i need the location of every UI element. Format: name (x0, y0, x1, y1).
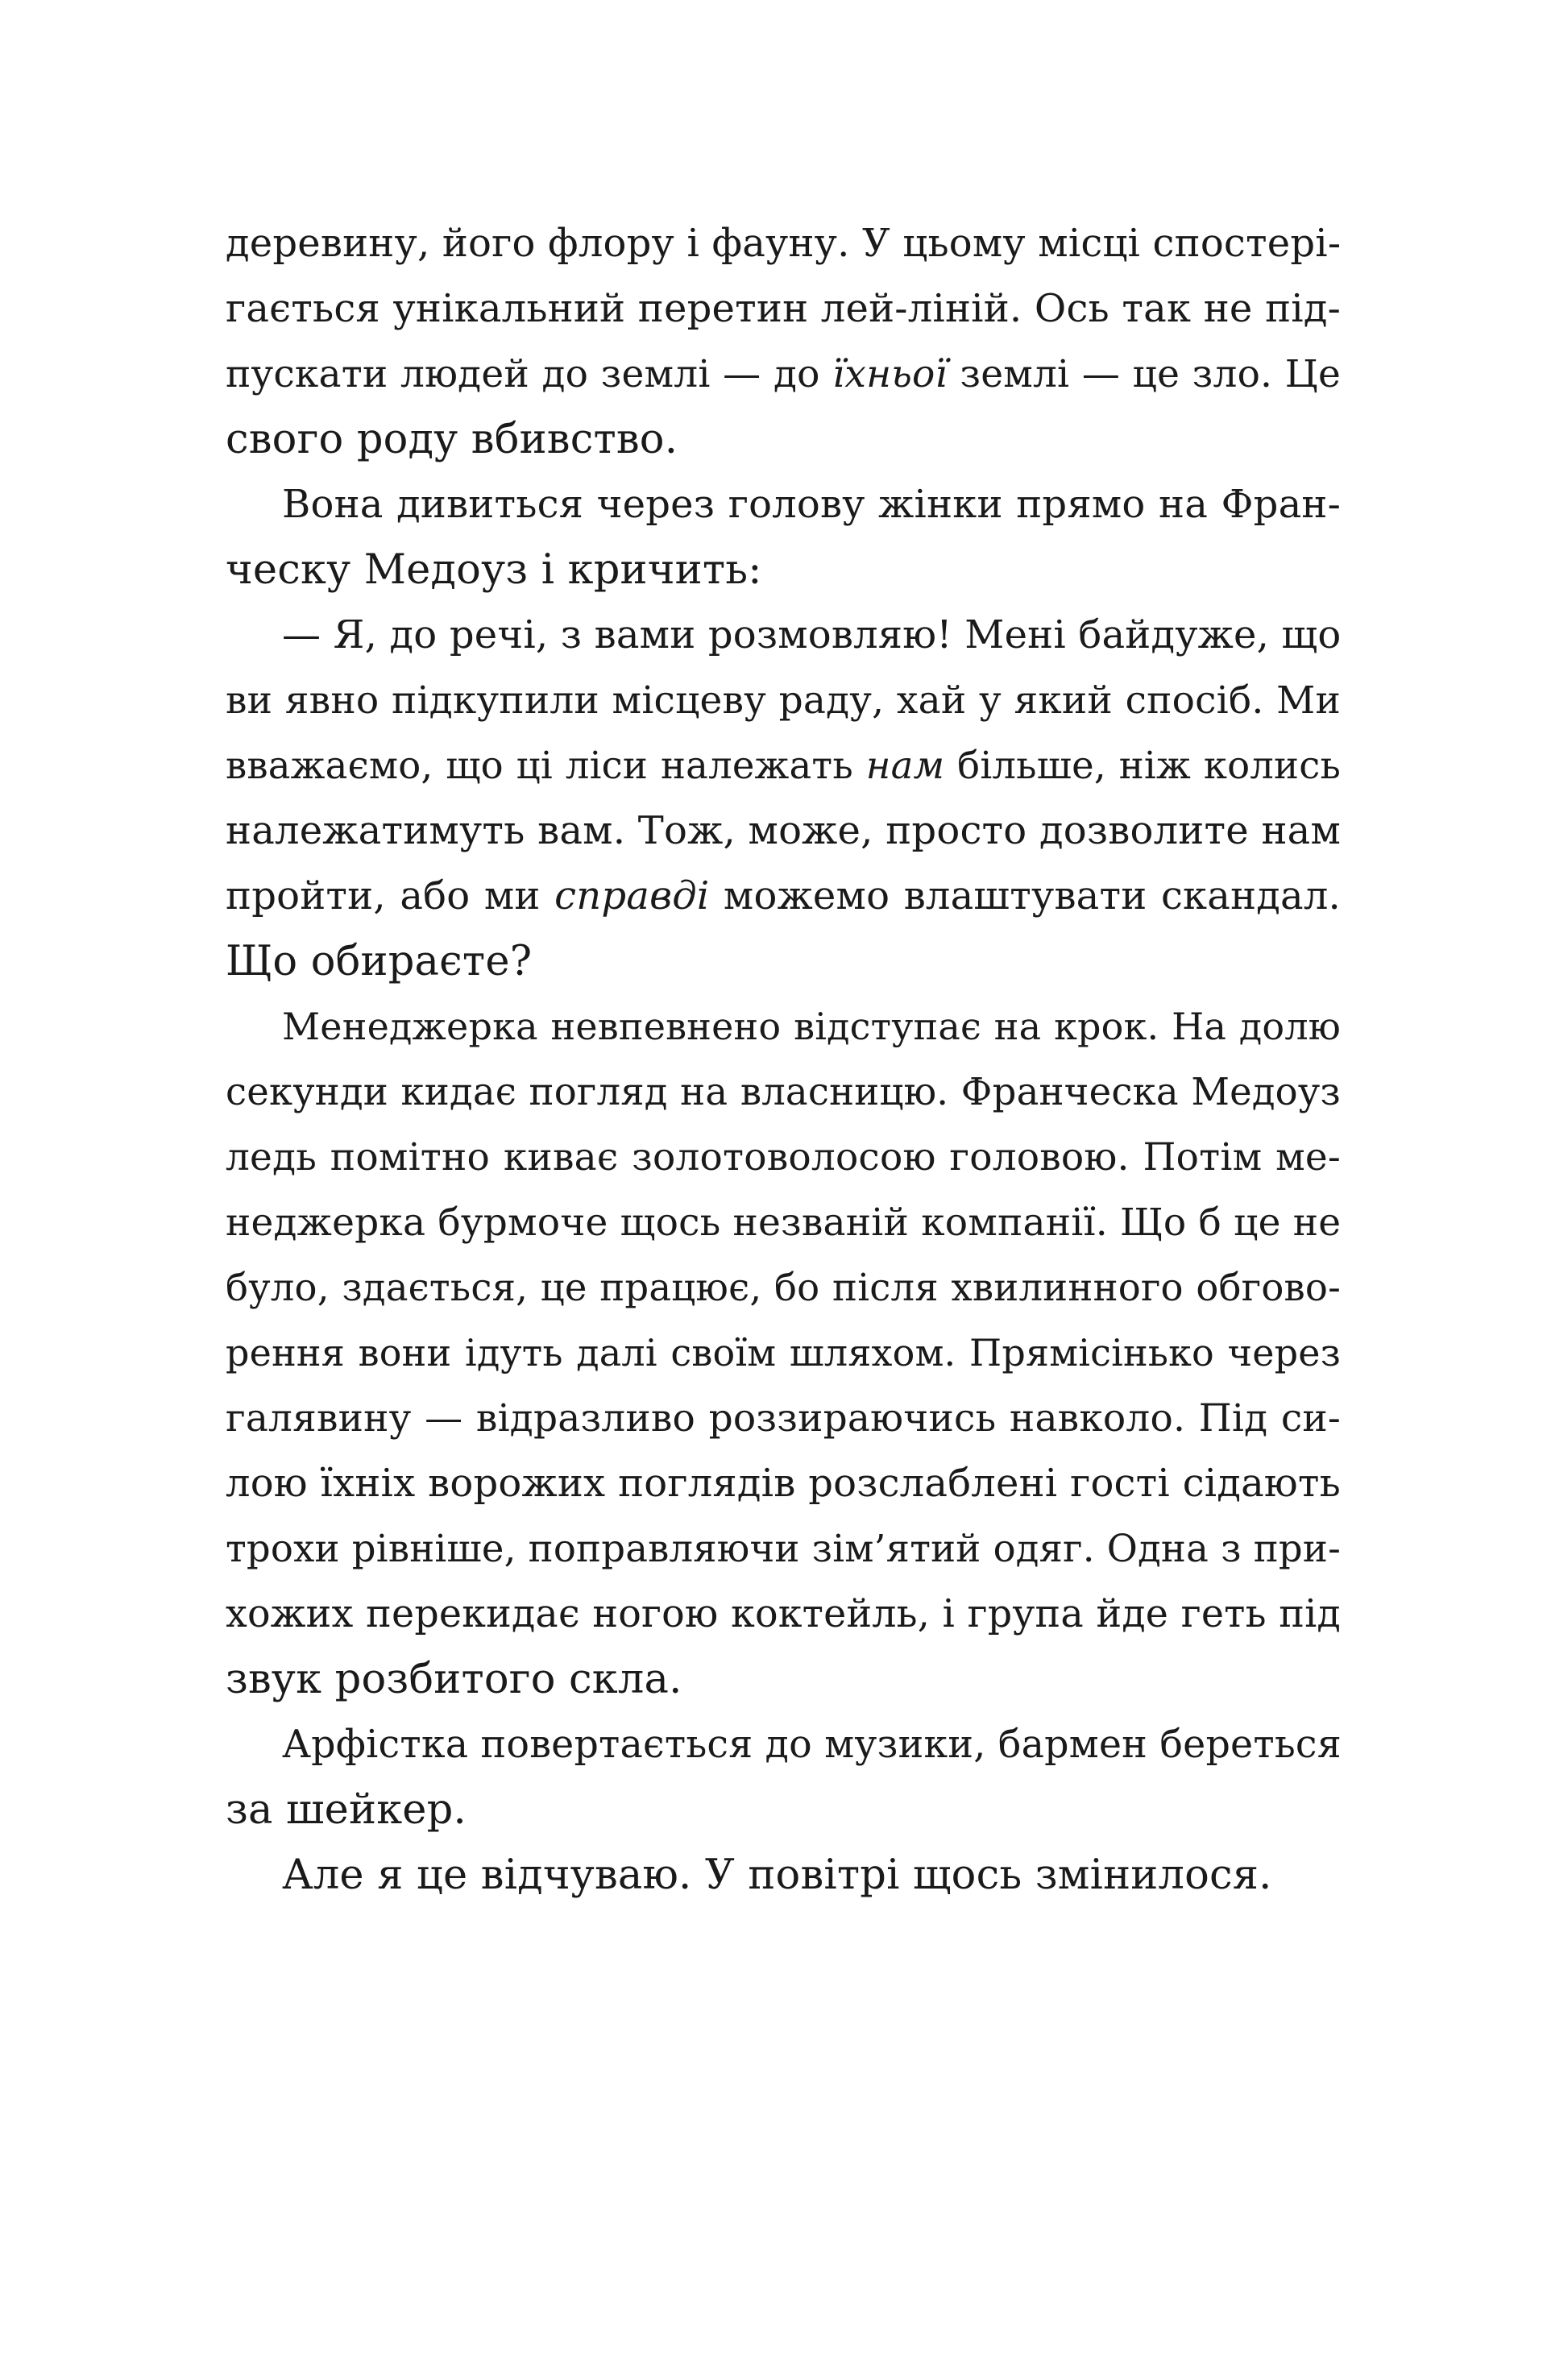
italic-emphasis: їхньої (832, 352, 948, 396)
text-run: більше, ніж колись (944, 744, 1341, 787)
paragraph-1 (226, 211, 1341, 472)
text-line (226, 1451, 1341, 1516)
text-line (226, 1712, 1341, 1777)
text-run: хожих перекидає ногою коктейль, і група йде геть під (226, 1592, 1341, 1636)
text-run: можемо влаштувати скандал. (709, 873, 1341, 918)
text-run: неджерка бурмоче щось незваній компанії. Що б це не (226, 1200, 1342, 1245)
text-line (226, 537, 1341, 603)
text-run: вважаємо, що ці ліси належать (226, 744, 866, 787)
text-run: пускати людей до землі — до (226, 352, 833, 396)
text-line (226, 668, 1341, 733)
text-run: за шейкер. (226, 1786, 467, 1834)
text-run: секунди кидає погляд на власницю. Франческа Медоуз (226, 1070, 1341, 1113)
italic-emphasis: нам (865, 744, 945, 787)
text-run: пройти, або ми (226, 873, 555, 918)
text-run: належатимуть вам. Тож, може, просто дозволите нам (226, 808, 1341, 853)
text-line (226, 994, 1341, 1059)
text-run: свого роду вбивство. (226, 416, 678, 463)
text-run: — Я, до речі, з вами розмовляю! Мені байдуже, що (282, 612, 1342, 657)
text-line (226, 342, 1341, 407)
text-run: Що обираєте? (226, 938, 533, 985)
text-run: трохи рівніше, поправляючи зім’ятий одяг. Одна з при- (226, 1527, 1341, 1570)
text-run: деревину, його флору і фауну. У цьому місці спостері- (226, 221, 1342, 266)
text-line (226, 733, 1341, 798)
text-line (226, 798, 1341, 864)
text-line (226, 1843, 1341, 1908)
text-run: гається унікальний перетин лей-ліній. Ось так не під- (226, 286, 1341, 331)
text-line (226, 1386, 1341, 1451)
text-line (226, 1059, 1341, 1125)
body-text (226, 211, 1341, 1908)
text-line (226, 1777, 1341, 1843)
text-line (226, 1647, 1341, 1712)
text-run: Менеджерка невпевнено відступає на крок. На долю (282, 1005, 1341, 1048)
text-run: землі — це зло. Це (947, 352, 1341, 396)
text-line (226, 603, 1341, 668)
text-line (226, 1125, 1341, 1190)
paragraph-5 (226, 1712, 1341, 1843)
text-line (226, 276, 1341, 342)
text-run: Арфістка повертається до музики, бармен береться (282, 1723, 1342, 1767)
text-line (226, 929, 1341, 994)
paragraph-2 (226, 472, 1341, 603)
text-line (226, 1190, 1341, 1255)
text-run: звук розбитого скла. (226, 1656, 682, 1703)
text-line (226, 1582, 1341, 1647)
italic-emphasis: справді (554, 873, 710, 918)
text-line (226, 472, 1341, 537)
text-line (226, 1321, 1341, 1386)
text-line (226, 211, 1341, 276)
text-line (226, 864, 1341, 929)
paragraph-6 (226, 1843, 1341, 1908)
text-line (226, 407, 1341, 472)
text-line (226, 1255, 1341, 1321)
text-run: Але я це відчуваю. У повітрі щось змінилося. (282, 1851, 1272, 1899)
text-run: ческу Медоуз і кричить: (226, 546, 762, 594)
text-run: рення вони ідуть далі своїм шляхом. Прямісінько через (226, 1331, 1341, 1375)
text-run: було, здається, це працює, бо після хвилинного обгово- (226, 1266, 1341, 1309)
paragraph-3 (226, 603, 1341, 994)
text-run: ледь помітно киває золотоволосою головою. Потім ме- (226, 1135, 1341, 1180)
text-run: Вона дивиться через голову жінки прямо на Фран- (282, 482, 1341, 527)
text-run: лою їхніх ворожих поглядів розслаблені гості сідають (226, 1461, 1341, 1506)
text-line (226, 1516, 1341, 1582)
text-run: ви явно підкупили місцеву раду, хай у який спосіб. Ми (226, 678, 1341, 723)
paragraph-4 (226, 994, 1341, 1712)
text-run: галявину — відразливо роззираючись навколо. Під си- (226, 1396, 1341, 1441)
